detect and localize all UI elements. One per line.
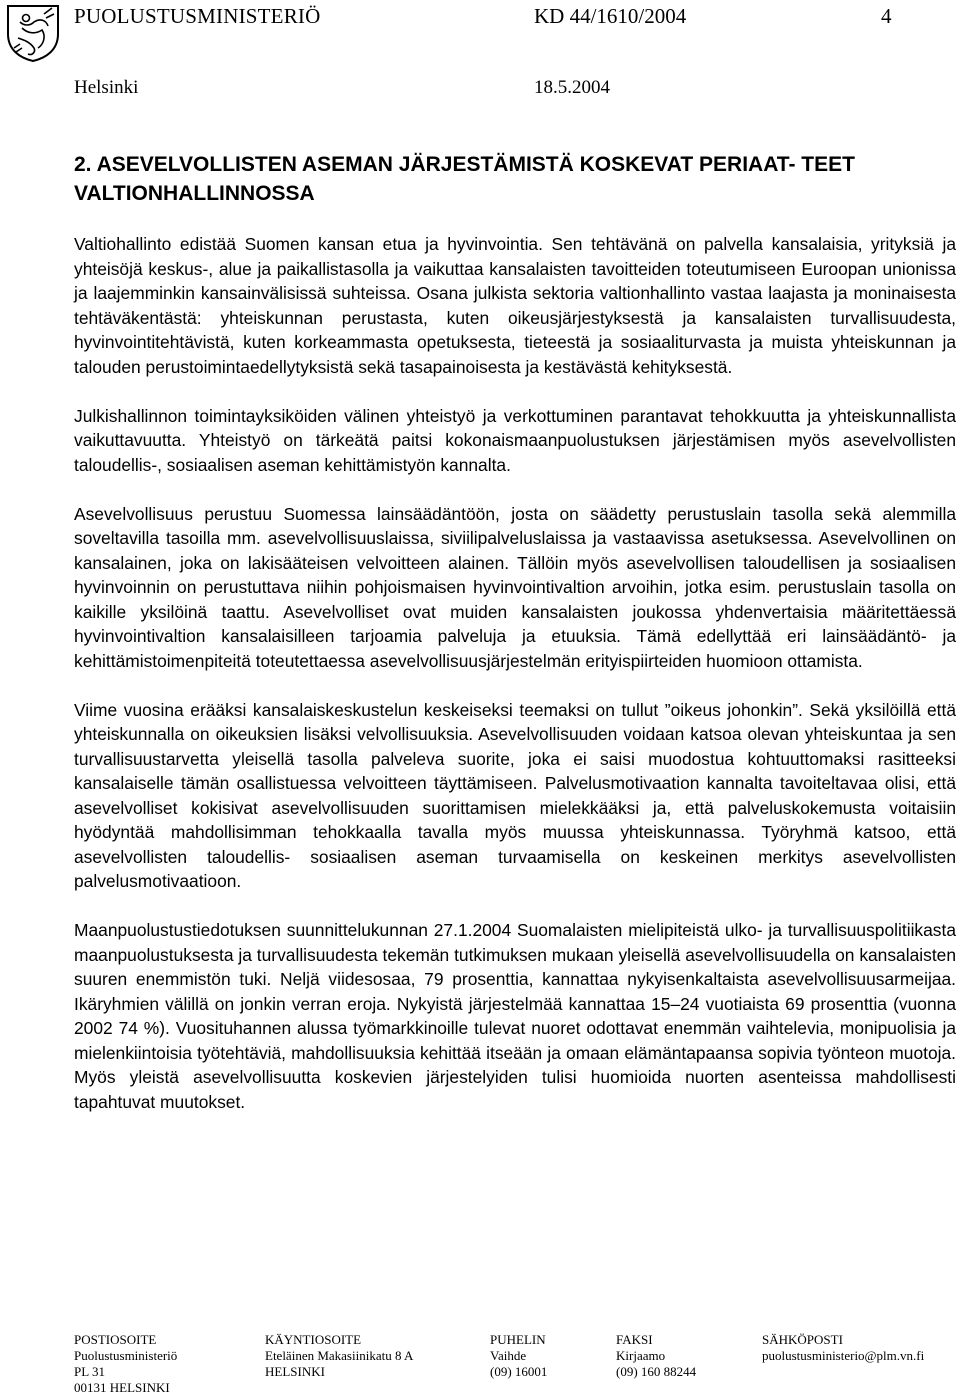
paragraph: Maanpuolustustiedotuksen suunnittelukunnan 27.1.2004 Suomalaisten mielipiteistä ulko- ja turvallisuuspolitiikasta maanpuolustuksesta ja turvallisuudesta tekemän tutkimuksen mukaan yleisellä asevelvollisuudella on kansalaisten suuren enemmistön tuki. Neljä viidesosaa, 79 prosenttia, kannattaa nykyisenkaltaista asevelvollisuusarmeijaa. Ikäryhmien välillä on jonkin verran eroja. Nykyistä järjestelmää kannattaa 15–24 vuotiaista 69 prosenttia (vuonna 2002 74 %). Vuosituhannen alussa työmarkkinoille tulevat nuoret odottavat enemmän vaihtelevia, monipuolisia ja mielenkiintoisia työtehtäviä, mahdollisuuksia kehittää itseään ja omaan elämäntapaansa sopivia työnteon muotoja. Myös yleistä asevelvollisuutta koskevien järjestelyiden tulisi huomioida nuorten asenteissa mahdollisesti tapahtuvat muutokset. — [74, 920, 956, 1112]
footer-line: Eteläinen Makasiinikatu 8 A — [265, 1348, 414, 1363]
footer-line: PL 31 — [74, 1364, 105, 1379]
paragraph: Asevelvollisuus perustuu Suomessa lainsäädäntöön, josta on säädetty perustuslain tasolla sekä alemmilla soveltavilla tasoilla mm. asevelvollisuuslaissa, siviilipalveluslaissa ja vastaavissa asetuksessa. Asevelvollinen on kansalainen, joka on lakisääteisen velvoitteen alainen. Tällöin myös asevelvollisen taloudellisen ja sosiaalisen hyvinvoinnin on perustuttava niihin pohjoismaisen hyvinvointivaltion arvoihin, jotka esim. perustuslain tasolla on kaikille yksilöinä taattu. Asevelvolliset ovat muiden kansalaisten joukossa yhdenvertaisia määritettäessä hyvinvointivaltion kansalaisilleen tarjoamia palveluja ja etuuksia. Tämä edellyttää eri lainsäädäntö- ja kehittämistoimenpiteitä toteutettaessa asevelvollisuusjärjestelmän erityispiirteiden huomioon ottamista. — [74, 503, 956, 671]
footer-line: Puolustusministeriö — [74, 1348, 178, 1363]
footer-line: Kirjaamo — [616, 1348, 666, 1363]
footer-line: (09) 16001 — [490, 1364, 548, 1379]
ministry-name: PUOLUSTUSMINISTERIÖ — [74, 4, 321, 28]
coat-of-arms-lion-logo — [6, 4, 60, 62]
document-date: 18.5.2004 — [534, 77, 610, 98]
paragraph: Viime vuosina erääksi kansalaiskeskustelun keskeiseksi teemaksi on tullut ”oikeus johonkin”. Sekä yksilöillä että yhteiskunnalla on oikeuksien lisäksi velvollisuuksia. Asevelvollisuuden voidaan katsoa olevan yhteiskuntaa ja sen turvallisuustarvetta yleisellä tasolla palveleva suorite, joka ei saisi muodostua kohtuuttomaksi rasitteeksi kansalaiselle tämän osallistuessa velvoitteen täyttämiseen. Palvelusmotivaation kannalta tavoiteltavaa olisi, että asevelvolliset kokisivat asevelvollisuuden suorittamisen mielekkääksi ja, että palveluskokemusta voitaisiin hyödyntää mahdollisimman tehokkaalla tavalla myös muussa yhteiskunnassa. Työryhmä katsoo, että asevelvollisten taloudellis- sosiaalisen aseman turvaamisella on keskeinen merkitys asevelvollisten palvelusmotivaatioon. — [74, 699, 956, 891]
footer-fax — [616, 1332, 696, 1380]
section-heading: 2. ASEVELVOLLISTEN ASEMAN JÄRJESTÄMISTÄ KOSKEVAT PERIAAT- TEET VALTIONHALLINNOSSA — [74, 153, 855, 205]
footer-title: KÄYNTIOSOITE — [265, 1332, 362, 1347]
footer-line: (09) 160 88244 — [616, 1364, 697, 1379]
footer-email — [762, 1332, 924, 1364]
document-number: KD 44/1610/2004 — [534, 4, 687, 28]
footer-line: HELSINKI — [265, 1364, 325, 1379]
footer-line: puolustusministerio@plm.vn.fi — [762, 1348, 925, 1363]
footer-line: Vaihde — [490, 1348, 527, 1363]
paragraph: Valtiohallinto edistää Suomen kansan etua ja hyvinvointia. Sen tehtävänä on palvella kansalaisia, yrityksiä ja yhteisöjä keskus-, alue ja paikallistasolla ja vaikuttaa kansalaisten tavoitteiden toteutumiseen Euroopan unionissa ja laajemminkin kansainvälisissä suhteissa. Osana julkista sektoria valtionhallinto vastaa laajasta ja moninaisesta tehtäväkentästä: yhteiskunnan perustasta, kuten oikeusjärjestyksestä ja kansalaisten turvallisuudesta, hyvinvointitehtävistä, kuten korkeammasta opetuksesta, tieteestä ja sosiaaliturvasta ja muista yhteiskunnan ja talouden perustoimintaedellytyksistä sekä tasapainoisesta ja kestävästä kehityksestä. — [74, 234, 956, 377]
footer-postal-address — [74, 1332, 177, 1396]
footer-title: PUHELIN — [490, 1332, 546, 1347]
page-number: 4 — [881, 4, 892, 28]
footer-title: SÄHKÖPOSTI — [762, 1332, 843, 1347]
city: Helsinki — [74, 77, 139, 98]
body-text — [74, 232, 956, 1139]
paragraph: Julkishallinnon toimintayksiköiden välinen yhteistyö ja verkottuminen parantavat tehokkuutta ja yhteiskunnallista vaikuttavuutta. Yhteistyö on tärkeätä paitsi kokonaismaanpuolustuksen järjestämisen myös asevelvollisten taloudellis-, sosiaalisen aseman kehittämistyön kannalta. — [74, 405, 956, 475]
footer-title: FAKSI — [616, 1332, 653, 1347]
footer-phone — [490, 1332, 547, 1380]
footer-title: POSTIOSOITE — [74, 1332, 157, 1347]
footer-line: 00131 HELSINKI — [74, 1380, 170, 1395]
footer-visiting-address — [265, 1332, 413, 1380]
